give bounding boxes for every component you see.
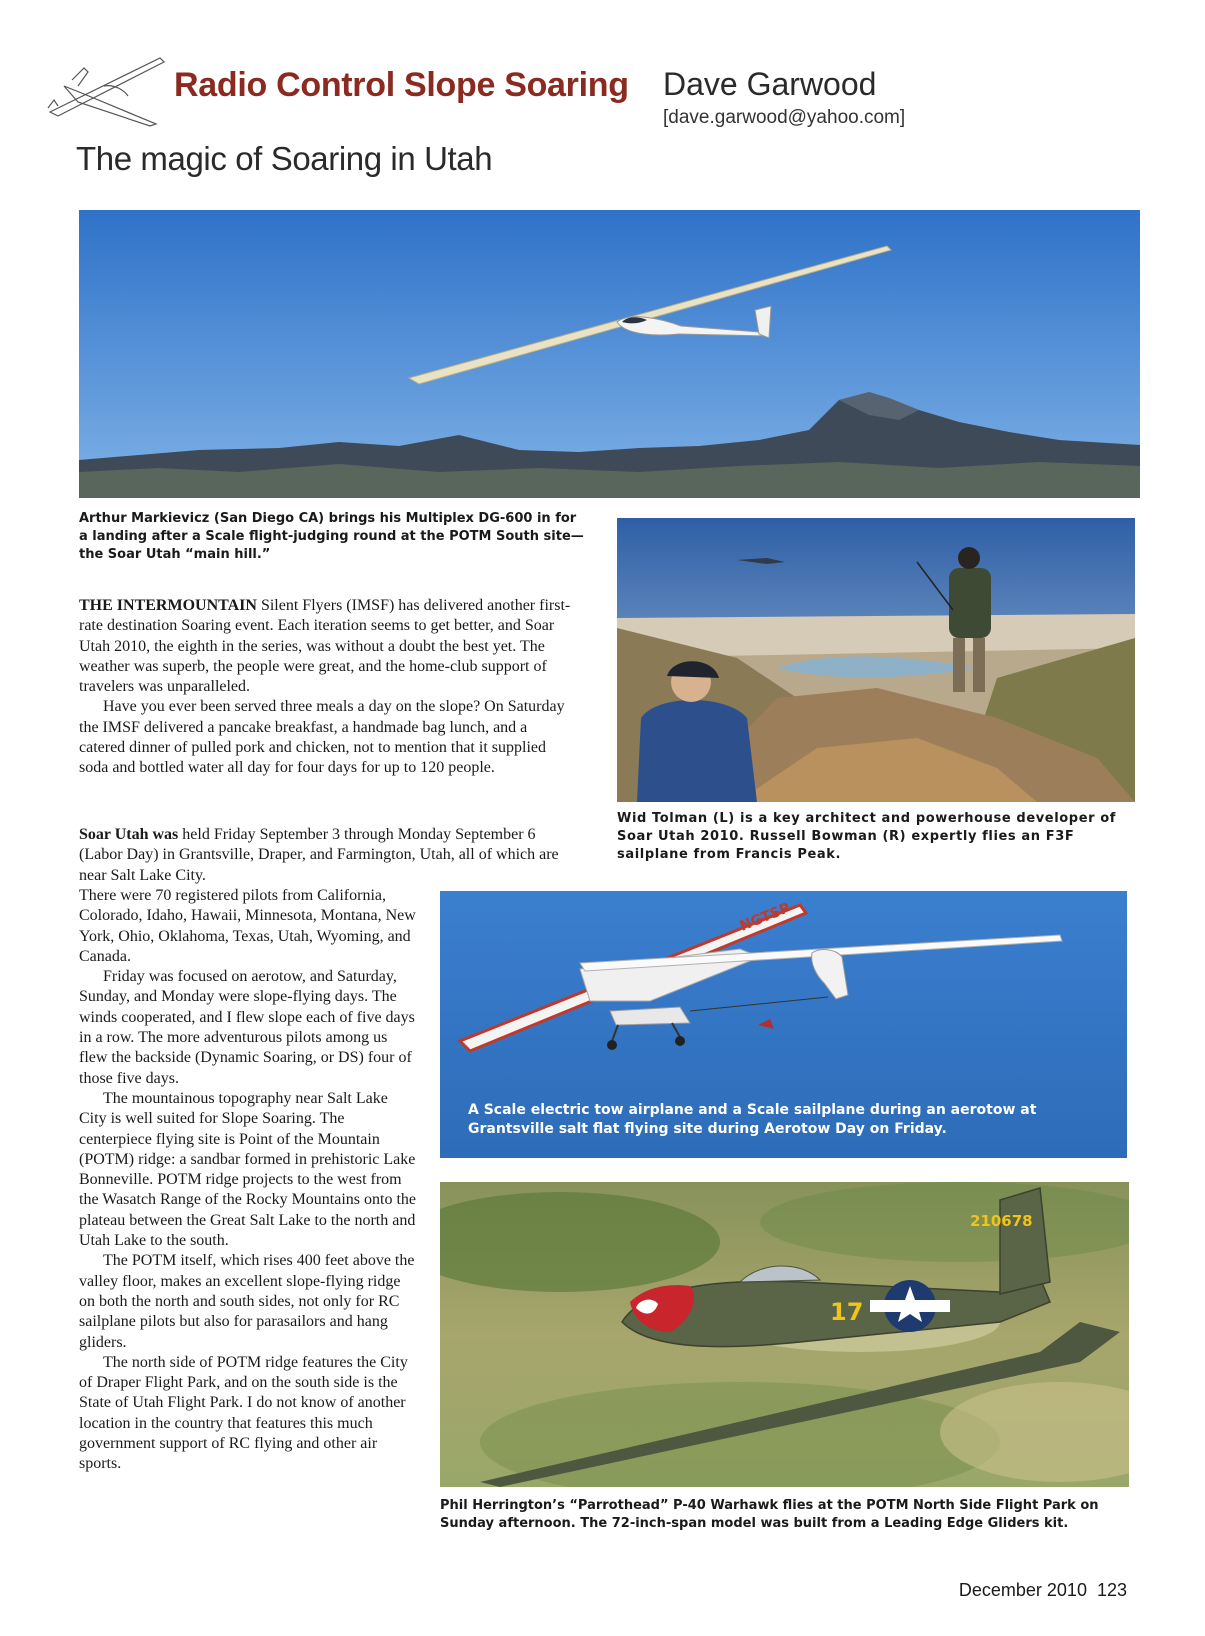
paragraph — [79, 596, 575, 697]
photo-glider-mountains — [79, 210, 1140, 498]
glider-outline-icon — [44, 50, 172, 130]
photo1-caption: Arthur Markievicz (San Diego CA) brings his Multiplex DG-600 in for a landing after a Scale flight-judging round at the POTM South site—the Soar Utah “main hill.” — [79, 511, 584, 562]
lead-in: Soar Utah was — [79, 826, 179, 843]
author-email: [dave.garwood@yahoo.com] — [663, 107, 906, 128]
tow-plane-registration: NGTSP — [737, 900, 793, 935]
article-body-second-intro — [79, 825, 577, 886]
photo3-caption: A Scale electric tow airplane and a Scale sailplane during an aerotow at Grantsville salt flat flying site during Aerotow Day on Friday. — [468, 1102, 1037, 1137]
paragraph: The mountainous topography near Salt Lake City is well suited for Slope Soaring. The centerpiece flying site is Point of the Mountain (POTM) ridge: a sandbar formed in prehistoric Lake Bonneville. POTM ridge projects to the west from the Wasatch Range of the Rocky Mountains onto the plateau between the Great Salt Lake to the north and Utah Lake to the south. — [79, 1089, 417, 1250]
tail-number: 210678 — [970, 1212, 1033, 1230]
issue-date: December 2010 — [958, 1580, 1087, 1600]
fuselage-number: 17 — [830, 1298, 864, 1326]
paragraph: Friday was focused on aerotow, and Saturday, Sunday, and Monday were slope-flying days. The winds cooperated, and I flew slope each of five days in a row. The more adventurous pilots among us flew the backside (Dynamic Soaring, or DS) four of those five days. — [79, 968, 415, 1087]
article-title: The magic of Soaring in Utah — [76, 140, 493, 177]
page-footer — [959, 1580, 1127, 1601]
page-number: 123 — [1096, 1580, 1127, 1600]
paragraph: The POTM itself, which rises 400 feet above the valley floor, makes an excellent slope-flying ridge on both the north and south sides, not only for RC sailplane pilots but also for parasailors and hang gliders. — [79, 1252, 415, 1351]
paragraph-text: Silent Flyers (IMSF) has delivered another first-rate destination Soaring event. Each iteration seems to get better, and Soar Utah 2010, the eighth in the series, was without a doubt the best yet. The weather was superb, the people were great, and the home-club support of travelers was unparalleled. — [79, 597, 571, 696]
photo-pilots-ridge — [617, 518, 1135, 802]
author-name: Dave Garwood — [663, 66, 877, 102]
paragraph — [79, 825, 577, 886]
paragraph: The north side of POTM ridge features the City of Draper Flight Park, and on the south side is the State of Utah Flight Park. I do not know of another location in the country that features this much government support of RC flying and other air sports. — [79, 1353, 408, 1473]
section-title: Radio Control Slope Soaring — [174, 66, 629, 104]
photo-p40-warhawk — [440, 1182, 1129, 1487]
photo2-caption: Wid Tolman (L) is a key architect and powerhouse developer of Soar Utah 2010. Russell Bowman (R) expertly flies an F3F sailplane from Francis Peak. — [617, 811, 1117, 862]
paragraph: Have you ever been served three meals a day on the slope? On Saturday the IMSF delivered a pancake breakfast, a handmade bag lunch, and a catered dinner of pulled pork and chicken, not to mention that it supplied soda and bottled water all day for four days for up to 120 people. — [79, 698, 565, 777]
photo4-caption: Phil Herrington’s “Parrothead” P-40 Warhawk flies at the POTM North Side Flight Park on Sunday afternoon. The 72-inch-span model was built from a Leading Edge Gliders kit. — [440, 1498, 1099, 1531]
article-body-first — [79, 596, 575, 779]
article-body-narrow — [79, 886, 417, 1475]
lead-in: THE INTERMOUNTAIN — [79, 597, 257, 614]
paragraph-text: held Friday September 3 through Monday September 6 (Labor Day) in Grantsville, Draper, and Farmington, Utah, all of which are near Salt Lake City. — [79, 826, 559, 884]
paragraph: There were 70 registered pilots from California, Colorado, Idaho, Hawaii, Minnesota, Montana, New York, Ohio, Oklahoma, Texas, Utah, Wyoming, and Canada. — [79, 887, 416, 965]
